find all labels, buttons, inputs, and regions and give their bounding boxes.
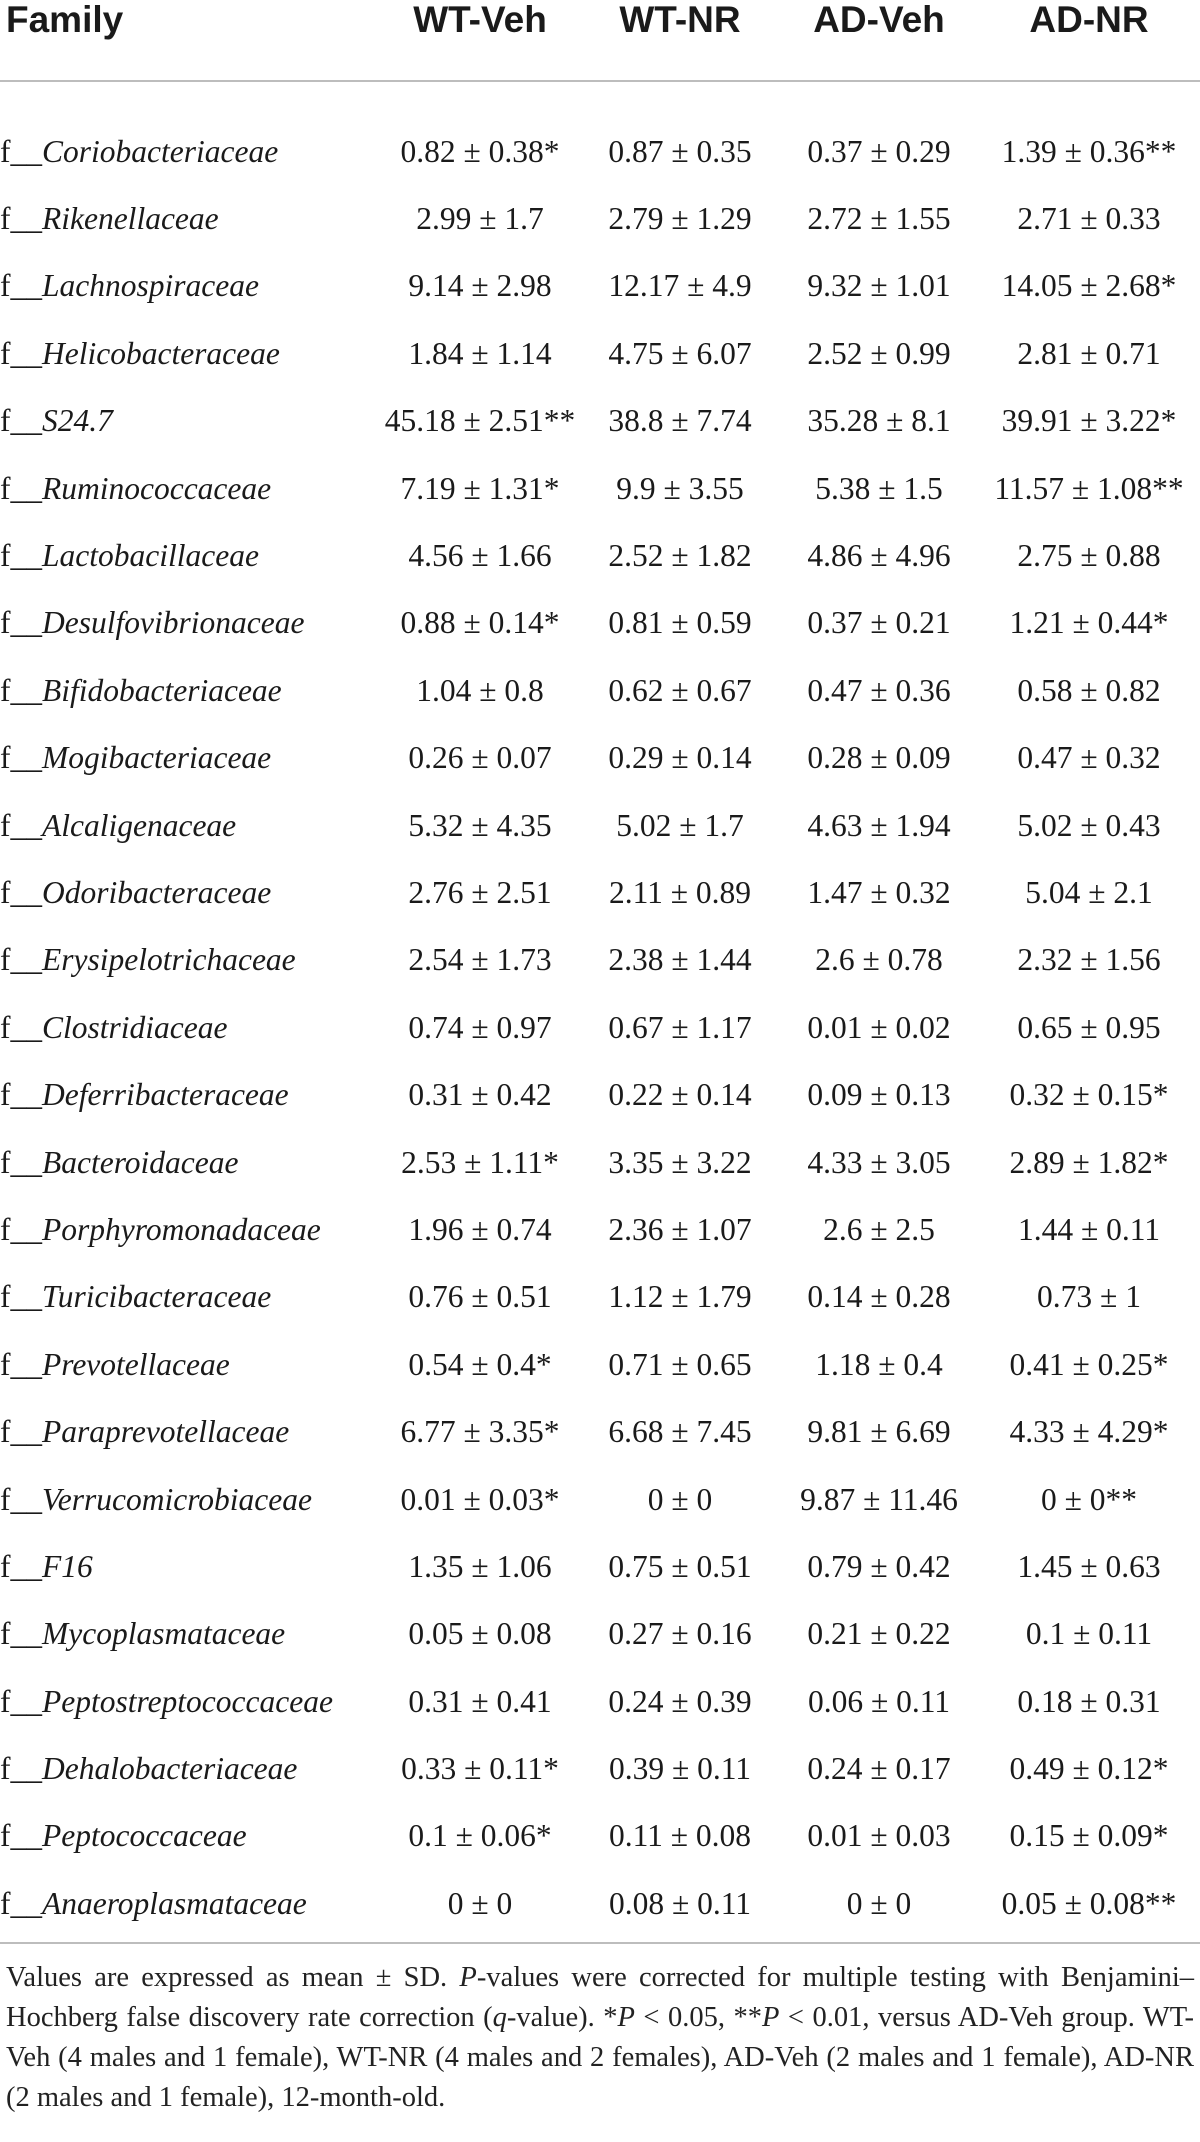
value-cell-ad-veh: 5.38 ± 1.5 [815, 470, 943, 506]
value-cell-ad-veh: 9.81 ± 6.69 [807, 1414, 951, 1450]
value-cell-ad-nr: 1.45 ± 0.63 [1017, 1548, 1161, 1584]
value-cell-wt-veh: 0.01 ± 0.03* [400, 1481, 560, 1517]
value-cell-ad-veh: 0.37 ± 0.29 [807, 133, 951, 169]
footnote-text-1: Values are expressed as mean ± SD. [6, 1962, 460, 1993]
value-cell-ad-veh: 0.09 ± 0.13 [807, 1077, 951, 1113]
value-cell-ad-veh: 0.24 ± 0.17 [807, 1751, 951, 1787]
family-name: F16 [42, 1548, 93, 1584]
table-row [0, 388, 1200, 455]
family-prefix: f__ [0, 874, 42, 910]
family-cell [0, 792, 380, 859]
value-cell-ad-veh: 4.33 ± 3.05 [807, 1144, 951, 1180]
family-prefix: f__ [0, 1548, 42, 1584]
value-cell-wt-veh: 2.53 ± 1.11* [401, 1144, 559, 1180]
value-cell-ad-veh: 0.28 ± 0.09 [807, 740, 951, 776]
value-cell-wt-veh: 2.54 ± 1.73 [408, 942, 552, 978]
family-cell [0, 522, 380, 589]
value-cell-ad-veh: 0.79 ± 0.42 [807, 1548, 951, 1584]
footnote-text-2: -values were corrected for multiple testing with Benjamini–Hochberg false discovery rate correction ( [6, 1962, 1194, 2033]
value-cell-wt-nr: 0.22 ± 0.14 [608, 1077, 752, 1113]
value-cell-ad-veh: 2.6 ± 0.78 [815, 942, 943, 978]
family-name: Prevotellaceae [42, 1346, 230, 1382]
table-row [0, 927, 1200, 994]
value-cell-wt-nr: 0.24 ± 0.39 [608, 1683, 752, 1719]
value-cell-wt-veh: 2.76 ± 2.51 [408, 874, 552, 910]
family-name: Bacteroidaceae [42, 1144, 239, 1180]
value-cell-wt-veh: 0.05 ± 0.08 [408, 1616, 552, 1652]
value-cell-wt-nr: 0.29 ± 0.14 [608, 740, 752, 776]
family-name: Paraprevotellaceae [42, 1414, 290, 1450]
family-name: Porphyromonadaceae [42, 1211, 321, 1247]
value-cell-wt-veh: 0.54 ± 0.4* [408, 1346, 552, 1382]
family-name: Rikenellaceae [42, 201, 219, 237]
value-cell-wt-nr: 0.71 ± 0.65 [608, 1346, 752, 1382]
value-cell-ad-nr: 0.15 ± 0.09* [1009, 1818, 1169, 1854]
family-cell [0, 455, 380, 522]
family-cell [0, 1061, 380, 1128]
footnote-text-4: < 0.05, ** [634, 2002, 762, 2033]
value-cell-ad-nr: 0.58 ± 0.82 [1017, 672, 1161, 708]
table-row [0, 1061, 1200, 1128]
value-cell-ad-nr: 0 ± 0** [1040, 1481, 1138, 1517]
family-name: Mycoplasmataceae [42, 1616, 286, 1652]
header-ad-nr: AD-NR [978, 0, 1200, 81]
value-cell-ad-nr: 0.73 ± 1 [1037, 1279, 1141, 1315]
value-cell-wt-veh: 2.99 ± 1.7 [416, 201, 544, 237]
footnote-p-symbol-2: P [617, 2002, 635, 2033]
family-cell [0, 185, 380, 252]
family-name: Erysipelotrichaceae [42, 942, 296, 978]
footnote-p-symbol: P [459, 1962, 477, 1993]
value-cell-ad-nr: 2.75 ± 0.88 [1017, 538, 1161, 574]
family-name: Dehalobacteriaceae [42, 1751, 298, 1787]
table-row [0, 792, 1200, 859]
value-cell-ad-nr: 1.44 ± 0.11 [1017, 1211, 1161, 1247]
value-cell-ad-nr: 0.32 ± 0.15* [1009, 1077, 1169, 1113]
family-prefix: f__ [0, 942, 42, 978]
value-cell-wt-nr: 38.8 ± 7.74 [608, 403, 752, 439]
value-cell-ad-nr: 0.41 ± 0.25* [1009, 1346, 1169, 1382]
family-name: Mogibacteriaceae [42, 740, 272, 776]
table-header [0, 0, 1200, 81]
table-row [0, 657, 1200, 724]
value-cell-wt-nr: 0.62 ± 0.67 [608, 672, 752, 708]
family-cell [0, 1129, 380, 1196]
table-row [0, 1735, 1200, 1802]
family-prefix: f__ [0, 1818, 42, 1854]
value-cell-wt-nr: 3.35 ± 3.22 [608, 1144, 752, 1180]
family-cell [0, 1803, 380, 1870]
family-cell [0, 927, 380, 994]
value-cell-ad-veh: 4.63 ± 1.94 [807, 807, 951, 843]
family-name: Verrucomicrobiaceae [42, 1481, 312, 1517]
value-cell-wt-nr: 2.11 ± 0.89 [608, 874, 752, 910]
value-cell-wt-nr: 1.12 ± 1.79 [608, 1279, 752, 1315]
value-cell-ad-veh: 2.72 ± 1.55 [807, 201, 951, 237]
value-cell-ad-veh: 0.21 ± 0.22 [807, 1616, 951, 1652]
footnote-text-3: -value). * [506, 2002, 618, 2033]
table-row [0, 1601, 1200, 1668]
value-cell-ad-veh: 0.01 ± 0.02 [807, 1009, 951, 1045]
value-cell-wt-veh: 7.19 ± 1.31* [400, 470, 560, 506]
value-cell-ad-nr: 39.91 ± 3.22* [1001, 403, 1177, 439]
value-cell-ad-nr: 2.32 ± 1.56 [1017, 942, 1161, 978]
family-cell [0, 1870, 380, 1937]
family-cell [0, 1466, 380, 1533]
value-cell-wt-veh: 4.56 ± 1.66 [408, 538, 552, 574]
value-cell-ad-veh: 4.86 ± 4.96 [807, 538, 951, 574]
family-cell [0, 1601, 380, 1668]
value-cell-wt-veh: 0.33 ± 0.11* [401, 1751, 559, 1787]
table-row [0, 253, 1200, 320]
table-row [0, 1803, 1200, 1870]
family-prefix: f__ [0, 268, 42, 304]
value-cell-ad-nr: 4.33 ± 4.29* [1009, 1414, 1169, 1450]
value-cell-wt-nr: 2.79 ± 1.29 [608, 201, 752, 237]
value-cell-ad-veh: 0.47 ± 0.36 [807, 672, 951, 708]
family-prefix: f__ [0, 403, 42, 439]
family-prefix: f__ [0, 1279, 42, 1315]
value-cell-ad-veh: 0.37 ± 0.21 [807, 605, 951, 641]
family-prefix: f__ [0, 605, 42, 641]
value-cell-ad-veh: 0.06 ± 0.11 [807, 1683, 951, 1719]
family-name: Peptostreptococcaceae [42, 1683, 333, 1719]
footnote-p-symbol-3: P [762, 2002, 780, 2033]
family-prefix: f__ [0, 133, 42, 169]
table-row [0, 522, 1200, 589]
value-cell-wt-nr: 2.38 ± 1.44 [608, 942, 752, 978]
family-cell [0, 388, 380, 455]
table-row [0, 1668, 1200, 1735]
family-cell [0, 1196, 380, 1263]
value-cell-ad-nr: 5.02 ± 0.43 [1017, 807, 1161, 843]
value-cell-ad-nr: 1.39 ± 0.36** [1001, 133, 1177, 169]
value-cell-wt-veh: 0.31 ± 0.41 [408, 1683, 552, 1719]
family-prefix: f__ [0, 1481, 42, 1517]
value-cell-ad-nr: 0.49 ± 0.12* [1009, 1751, 1169, 1787]
family-prefix: f__ [0, 1616, 42, 1652]
family-name: Lachnospiraceae [42, 268, 259, 304]
family-cell [0, 859, 380, 926]
table-row [0, 590, 1200, 657]
value-cell-ad-nr: 0.18 ± 0.31 [1017, 1683, 1161, 1719]
table-row [0, 1398, 1200, 1465]
table-body [0, 81, 1200, 1938]
header-row [0, 0, 1200, 81]
value-cell-ad-veh: 0.01 ± 0.03 [807, 1818, 951, 1854]
value-cell-wt-nr: 0.87 ± 0.35 [608, 133, 752, 169]
family-prefix: f__ [0, 672, 42, 708]
family-prefix: f__ [0, 1885, 42, 1921]
value-cell-ad-veh: 35.28 ± 8.1 [807, 403, 951, 439]
family-prefix: f__ [0, 1009, 42, 1045]
footnote-divider [0, 1942, 1200, 1944]
value-cell-ad-nr: 2.89 ± 1.82* [1009, 1144, 1169, 1180]
family-prefix: f__ [0, 740, 42, 776]
family-name: Bifidobacteriaceae [42, 672, 282, 708]
header-wt-nr: WT-NR [580, 0, 780, 81]
table-row [0, 1870, 1200, 1937]
family-cell [0, 1398, 380, 1465]
value-cell-wt-veh: 0.76 ± 0.51 [408, 1279, 552, 1315]
header-ad-veh: AD-Veh [780, 0, 978, 81]
value-cell-ad-nr: 11.57 ± 1.08** [994, 470, 1184, 506]
table-row [0, 1533, 1200, 1600]
family-prefix: f__ [0, 201, 42, 237]
family-cell [0, 994, 380, 1061]
family-prefix: f__ [0, 807, 42, 843]
family-prefix: f__ [0, 1077, 42, 1113]
family-cell [0, 320, 380, 387]
family-prefix: f__ [0, 1211, 42, 1247]
value-cell-ad-nr: 14.05 ± 2.68* [1001, 268, 1177, 304]
table-row [0, 118, 1200, 185]
family-prefix: f__ [0, 1346, 42, 1382]
family-cell [0, 1331, 380, 1398]
value-cell-wt-veh: 0 ± 0 [447, 1885, 513, 1921]
value-cell-wt-veh: 9.14 ± 2.98 [408, 268, 552, 304]
family-name: Anaeroplasmataceae [42, 1885, 307, 1921]
family-name: Desulfovibrionaceae [42, 605, 305, 641]
family-name: Peptococcaceae [42, 1818, 247, 1854]
table-row [0, 994, 1200, 1061]
value-cell-ad-nr: 0.05 ± 0.08** [1001, 1885, 1177, 1921]
family-name: Deferribacteraceae [42, 1077, 289, 1113]
value-cell-ad-veh: 2.6 ± 2.5 [823, 1211, 935, 1247]
table-row [0, 859, 1200, 926]
family-prefix: f__ [0, 1751, 42, 1787]
family-name: Helicobacteraceae [42, 335, 280, 371]
value-cell-ad-nr: 0.65 ± 0.95 [1017, 1009, 1161, 1045]
table-row [0, 1129, 1200, 1196]
value-cell-wt-nr: 5.02 ± 1.7 [616, 807, 744, 843]
value-cell-ad-veh: 0.14 ± 0.28 [807, 1279, 951, 1315]
value-cell-wt-nr: 0 ± 0 [647, 1481, 713, 1517]
value-cell-wt-veh: 1.84 ± 1.14 [408, 335, 552, 371]
table-row [0, 1196, 1200, 1263]
value-cell-wt-nr: 0.39 ± 0.11 [608, 1751, 752, 1787]
table-row [0, 320, 1200, 387]
value-cell-ad-nr: 2.71 ± 0.33 [1017, 201, 1161, 237]
family-cell [0, 1668, 380, 1735]
footnote-q-symbol: q [492, 2002, 507, 2033]
value-cell-wt-nr: 6.68 ± 7.45 [608, 1414, 752, 1450]
table-row [0, 1466, 1200, 1533]
table-row [0, 725, 1200, 792]
value-cell-wt-veh: 0.1 ± 0.06* [408, 1818, 552, 1854]
family-prefix: f__ [0, 470, 42, 506]
value-cell-wt-veh: 0.88 ± 0.14* [400, 605, 560, 641]
family-prefix: f__ [0, 1414, 42, 1450]
family-name: Coriobacteriaceae [42, 133, 279, 169]
value-cell-ad-veh: 2.52 ± 0.99 [807, 335, 951, 371]
value-cell-wt-veh: 45.18 ± 2.51** [384, 403, 576, 439]
table-row [0, 455, 1200, 522]
value-cell-ad-veh: 0 ± 0 [846, 1885, 912, 1921]
value-cell-wt-veh: 5.32 ± 4.35 [408, 807, 552, 843]
value-cell-wt-nr: 0.27 ± 0.16 [608, 1616, 752, 1652]
value-cell-wt-nr: 0.75 ± 0.51 [608, 1548, 752, 1584]
value-cell-wt-nr: 2.52 ± 1.82 [608, 538, 752, 574]
value-cell-wt-veh: 1.96 ± 0.74 [408, 1211, 552, 1247]
value-cell-ad-veh: 9.32 ± 1.01 [807, 268, 951, 304]
family-prefix: f__ [0, 1144, 42, 1180]
family-prefix: f__ [0, 538, 42, 574]
family-prefix: f__ [0, 335, 42, 371]
value-cell-ad-nr: 0.1 ± 0.11 [1025, 1616, 1153, 1652]
value-cell-wt-nr: 9.9 ± 3.55 [616, 470, 744, 506]
value-cell-ad-veh: 1.18 ± 0.4 [815, 1346, 943, 1382]
value-cell-wt-nr: 0.67 ± 1.17 [608, 1009, 752, 1045]
table-footnote [6, 1958, 1194, 2118]
family-name: Lactobacillaceae [42, 538, 259, 574]
value-cell-ad-nr: 2.81 ± 0.71 [1017, 335, 1161, 371]
family-name: Clostridiaceae [42, 1009, 228, 1045]
family-cell [0, 253, 380, 320]
value-cell-ad-nr: 5.04 ± 2.1 [1025, 874, 1153, 910]
family-cell [0, 657, 380, 724]
value-cell-wt-veh: 1.35 ± 1.06 [408, 1548, 552, 1584]
value-cell-wt-nr: 4.75 ± 6.07 [608, 335, 752, 371]
family-name: Turicibacteraceae [42, 1279, 272, 1315]
value-cell-wt-veh: 1.04 ± 0.8 [416, 672, 544, 708]
family-cell [0, 725, 380, 792]
family-cell [0, 118, 380, 185]
family-name: Ruminococcaceae [42, 470, 272, 506]
value-cell-wt-veh: 0.74 ± 0.97 [408, 1009, 552, 1045]
table-row [0, 1331, 1200, 1398]
family-name: Odoribacteraceae [42, 874, 272, 910]
value-cell-wt-veh: 6.77 ± 3.35* [400, 1414, 560, 1450]
value-cell-wt-nr: 2.36 ± 1.07 [608, 1211, 752, 1247]
value-cell-wt-veh: 0.26 ± 0.07 [408, 740, 552, 776]
family-cell [0, 1533, 380, 1600]
family-name: Alcaligenaceae [42, 807, 237, 843]
footnote-text-5: < 0.01, versus AD-Veh group. WT-Veh (4 males and 1 female), WT-NR (4 males and 2 females), AD-Veh (2 males and 1 female), AD-NR (2 males and 1 female), 12-month-old. [6, 2002, 1194, 2113]
header-family: Family [0, 0, 380, 81]
value-cell-wt-nr: 0.11 ± 0.08 [608, 1818, 752, 1854]
family-name: S24.7 [42, 403, 113, 439]
value-cell-wt-veh: 0.82 ± 0.38* [400, 133, 560, 169]
value-cell-wt-nr: 0.81 ± 0.59 [608, 605, 752, 641]
table-row [0, 185, 1200, 252]
value-cell-ad-nr: 0.47 ± 0.32 [1017, 740, 1161, 776]
header-spacer [0, 81, 1200, 118]
header-wt-veh: WT-Veh [380, 0, 580, 81]
family-prefix: f__ [0, 1683, 42, 1719]
table-row [0, 1264, 1200, 1331]
value-cell-wt-nr: 0.08 ± 0.11 [608, 1885, 752, 1921]
value-cell-ad-veh: 1.47 ± 0.32 [807, 874, 951, 910]
family-cell [0, 1735, 380, 1802]
family-cell [0, 590, 380, 657]
value-cell-ad-veh: 9.87 ± 11.46 [800, 1481, 958, 1517]
value-cell-wt-veh: 0.31 ± 0.42 [408, 1077, 552, 1113]
family-cell [0, 1264, 380, 1331]
value-cell-ad-nr: 1.21 ± 0.44* [1009, 605, 1169, 641]
value-cell-wt-nr: 12.17 ± 4.9 [608, 268, 752, 304]
